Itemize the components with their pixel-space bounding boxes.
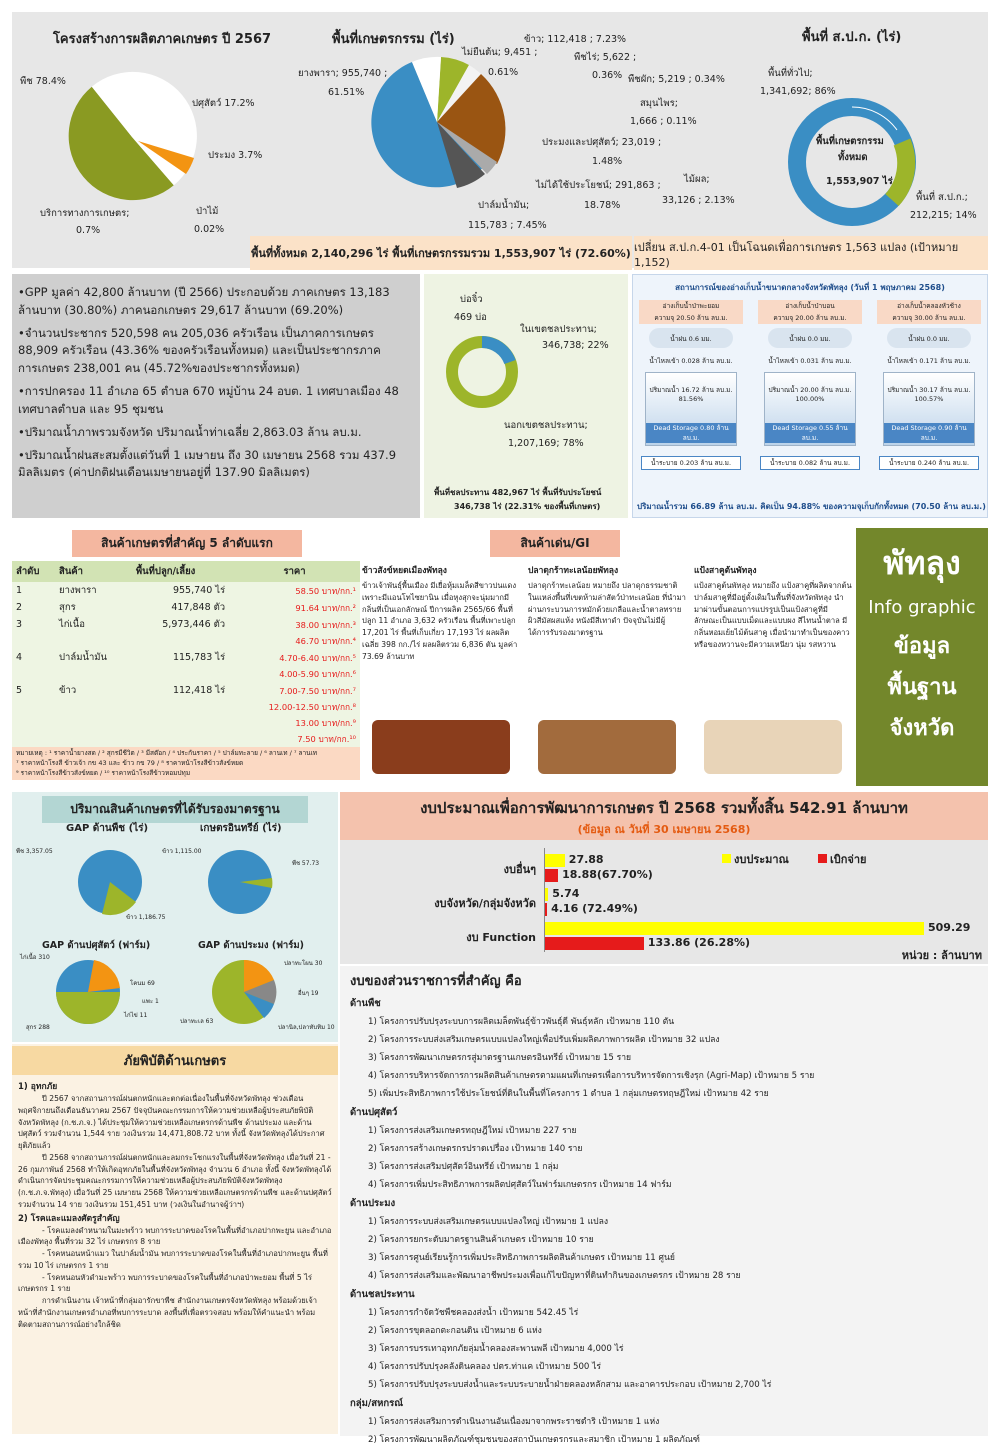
label-forest-pct: 0.02% [194,224,225,235]
project-item: 3) โครงการบรรเทาอุทกภัยลุ่มน้ำคลองสะพานพลี เป้าหมาย 4,000 ไร่ [368,1344,624,1354]
label-fishery: ประมง 3.7% [208,150,263,161]
table-cell [55,666,132,682]
th-area: พื้นที่ปลูก/เลี้ยง [135,566,196,577]
label-fishlive-pct: 1.48% [592,156,623,167]
table-row [12,666,360,682]
reservoir-outflow: น้ำระบาย 0.203 ล้าน ลบ.ม. [641,456,741,470]
th-product: สินค้า [59,566,83,577]
reservoir-rain: น้ำฝน 0.0 มม. [789,335,831,343]
reservoir-rain: น้ำฝน 0.0 มม. [908,335,950,343]
p1-b: ข้าว 1,186.75 [126,914,166,921]
table-cell: 7.00-7.50 บาท/กก.⁷ [279,685,356,696]
label-rubber: ยางพารา; 955,740 ; [298,68,388,79]
reservoir-panel [632,274,988,518]
table-cell: ปาล์มน้ำมัน [59,652,108,663]
p4-c: อื่นๆ 19 [298,990,319,997]
budget-bar-spent [544,937,644,950]
top5-table [12,561,360,747]
top5-panel [12,530,360,786]
gi-item [528,565,686,774]
budget-value: 133.86 (26.28%) [647,936,751,949]
project-item: 2) โครงการพัฒนาผลิตภัณฑ์ชุมชนของสถาบันเกษตรกรและสมาชิก เป้าหมาย 1 ผลิตภัณฑ์ [368,1435,700,1445]
reservoir-dead: Dead Storage 0.80 ล้าน ลบ.ม. [646,423,736,443]
reservoir-list [633,300,987,496]
project-item: 2) โครงการสร้างเกษตรกรปราดเปรื่อง เป้าหมาย 140 ราย [368,1144,583,1154]
table-cell [12,699,55,715]
gi-item [362,565,520,774]
table-cell [55,699,132,715]
project-item: 4) โครงการปรับปรุงคลังดินคลอง ปตร.ท่าแค เป้าหมาย 500 ไร่ [368,1362,602,1372]
project-item: 2) โครงการระบบส่งเสริมเกษตรแบบแปลงใหญ่เพื่อปรับเพิ่มผลิตภาพการผลิต เป้าหมาย 32 แปลง [368,1035,720,1045]
irr-well: บ่อจิ๋ว [460,294,483,305]
project-item: 1) โครงการกำจัดวัชพืชคลองส่งน้ำ เป้าหมาย 542.45 ไร่ [368,1308,579,1318]
th-rank: ลำดับ [16,566,40,577]
disaster-p5: - โรคหนอนหัวดำมะพร้าว พบการระบาดของโรคในพื้นที่อำเภอป่าพะยอม พื้นที่ 5 ไร่ เกษตรกร 1 ราย [18,1272,312,1294]
p3-b: โคนม 69 [130,980,155,987]
standard-title: ปริมาณสินค้าเกษตรที่ได้รับรองมาตรฐาน [42,796,308,823]
project-item: 2) โครงการยกระดับมาตรฐานสินค้าเกษตร เป้าหมาย 10 ราย [368,1235,594,1245]
table-cell: 4.70-6.40 บาท/กก.⁵ [279,652,356,663]
reservoir-name: อ่างเก็บน้ำป่าพะยอม [639,300,743,312]
gi-name: ข้าวสังข์หยดเมืองพัทลุง [362,566,447,576]
p2-b: พืช 57.73 [292,860,320,867]
projects-panel [340,966,988,1445]
reservoir-inflow: น้ำไหลเข้า 0.031 ล้าน ลบ.ม. [768,357,852,365]
th-price: ราคา [283,566,306,577]
table-cell: 4.00-5.90 บาท/กก.⁶ [279,669,356,679]
spk-green [892,142,906,200]
table-cell: สุกร [59,602,76,613]
spk-center-2: ทั้งหมด [838,152,868,163]
top5-note-2: ⁷ ราคาหน้าโรงสี ข้าวเจ้า กข 43 และ ข้าว กข 79 / ⁸ ราคาหน้าโรงสีข้าวสังข์หยด [16,758,244,767]
budget-bar-budget [544,854,565,867]
irr-well-val: 469 บ่อ [454,312,487,323]
project-item: 4) โครงการส่งเสริมและพัฒนาอาชีพประมงเพื่อแก้ไขปัญหาที่ดินทำกินของเกษตรกร เป้าหมาย 28 ราย [368,1271,741,1281]
table-cell: 3 [16,619,23,630]
disaster-panel [12,1044,338,1434]
budget-value: 4.16 (72.49%) [551,902,638,915]
reservoir-card [877,300,981,496]
table-cell: 5,973,446 ตัว [162,619,226,630]
table-cell [132,715,229,731]
disaster-p4: - โรคหนอนหน้าแมว ในปาล์มน้ำมัน พบการระบาดของโรคในพื้นที่อำเภอปากพะยูน พื้นที่รวม 10 ไร่ เกษตรกร 1 ราย [18,1249,328,1270]
standard-panel [12,792,338,1042]
budget-value: 509.29 [928,921,971,934]
project-group-title: ด้านประมง [350,1198,396,1209]
gi-list [362,565,852,774]
gi-text: ข้าวเจ้าพันธุ์พื้นเมือง มีเยื่อหุ้มเมล็ดสีขาวปนแดง เพราะมีแอนโทไซยานิน เมื่อหุงสุกจะนุ่มมากมีกลิ่นที่เป็นเอกลักษณ์ ปีการผลิต 2565/66 พื้นที่ปลูก 11 อำเภอ 3,632 ครัวเรือน พื้นที่เพาะปลูก 17,201 ไร่ พื้นที่เก็บเกี่ยว 17,193 ไร่ ผลผลิตเฉลี่ย 398 กก./ไร่ ผลผลิตรวม 6,836 ตัน มูลค่า 73.69 ล้านบาท [362,581,518,661]
table-cell [55,715,132,731]
project-item: 3) โครงการส่งเสริมปศุสัตว์อินทรีย์ เป้าหมาย 1 กลุ่ม [368,1162,559,1172]
budget-unit: หน่วย : ล้านบาท [901,949,982,962]
spk-panel [742,12,988,232]
budget-category: งบจังหวัด/กลุ่มจังหวัด [434,897,536,910]
table-cell [12,666,55,682]
budget-bars [340,848,988,952]
spk-general-val: 1,341,692; 86% [760,86,836,97]
top5-body [12,582,360,747]
spk-center-3: 1,553,907 ไร่ [826,176,893,187]
table-cell: 13.00 บาท/กก.⁹ [295,718,356,728]
budget-bar-spent [544,869,558,882]
label-perennial: ไม่ยืนต้น; 9,451 ; [462,47,538,58]
brand-l4: พื้นฐาน [887,675,957,700]
table-cell: 46.70 บาท/กก.⁴ [295,636,356,646]
table-cell: 955,740 ไร่ [172,585,226,596]
p3-c: สุกร 288 [26,1024,50,1031]
reservoir-tank [645,372,737,446]
budget-value: 18.88(67.70%) [562,868,653,881]
label-forest: ป่าไม้ [196,206,219,217]
disaster-p1: ปี 2567 จากสถานการณ์ฝนตกหนักและตกต่อเนื่องในพื้นที่จังหวัดพัทลุง ช่วงเดือนพฤศจิกายนถึงเดือนธันวาคม 2567 ปัจจุบันคณะกรรมการให้ความช่วยเหลือผู้ประสบภัยพิบัติจังหวัดพัทลุง (ก.ช.ภ.จ.) ได้ประชุมให้ความช่วยเหลือเกษตรกรด้านพืช ด้านประมง และด้านปศุสัตว์ รวมจำนวน 1,544 ราย วงเงินรวม 14,471,808.72 บาท ทั้งนี้ จังหวัดพัทลุงได้ประกาศยุติภัยแล้ว [18,1094,325,1151]
spk-center-1: พื้นที่เกษตรกรรม [816,136,884,147]
reservoir-capacity: ความจุ 20.50 ล้าน ลบ.ม. [639,312,743,324]
table-row [12,599,360,616]
irr-out-val: 1,207,169; 78% [508,438,584,449]
table-cell: 4 [16,652,23,663]
reservoir-name: อ่างเก็บน้ำป่าบอน [758,300,862,312]
legend-a-label: งบประมาณ [734,853,789,866]
reservoir-tank [764,372,856,446]
budget-axis [544,848,545,952]
reservoir-volume: ปริมาณน้ำ 30.17 ล้าน ลบ.ม. [887,386,971,394]
table-row [12,731,360,747]
total-area-band: พื้นที่ทั้งหมด 2,140,296 ไร่ พื้นที่เกษตรกรรมรวม 1,553,907 ไร่ (72.60%) [250,236,632,270]
projects-title: งบของส่วนราชการที่สำคัญ คือ [350,974,522,989]
gi-name: แป้งสาคูต้นพัทลุง [694,566,757,576]
reservoir-volume: ปริมาณน้ำ 20.00 ล้าน ลบ.ม. [768,386,852,394]
label-crops: พืช 78.4% [20,76,66,87]
table-cell: ข้าว [59,685,77,696]
label-palm-val: 115,783 ; 7.45% [468,220,547,231]
project-item: 5) เพิ่มประสิทธิภาพการใช้ประโยชน์ที่ดินในพื้นที่โครงการ 1 ตำบล 1 กลุ่มเกษตรทฤษฎีใหม่ เป้าหมาย 42 ราย [368,1089,769,1099]
gi-text: แป้งสาคูต้นพัทลุง หมายถึง แป้งสาคูที่ผลิตจากต้นปาล์มสาคูที่มีอยู่ดั้งเดิมในพื้นที่จังหวัดพัทลุง นำมาผ่านขั้นตอนการแปรรูปเป็นแป้งสาคูที่มีลักษณะเป็นแบบเม็ดและแบบผง สีไทนน้ำตาล มีกลิ่นหอมเย้ยไม้ต้นสาคู เมื่อนำมาทำเป็นของคาวหรือของหวานจะมีความเหนียว นุ่ม รสหวาน [694,581,852,649]
table-cell: 7.50 บาท/กก.¹⁰ [297,734,356,744]
irrigation-panel [424,274,628,518]
disaster-p2: ปี 2568 จากสถานการณ์ฝนตกหนักและลมกระโชกแรงในพื้นที่จังหวัดพัทลุง เมื่อวันที่ 21 - 26 กุมภาพันธ์ 2568 ทำให้เกิดอุทกภัยในพื้นที่จังหวัดพัทลุง จำนวน 6 อำเภอ ทั้งนี้ จังหวัดพัทลุงได้ดำเนินการจัดประชุมคณะกรรมการให้ความช่วยเหลือผู้ประสบภัยพิบัติจังหวัดพัทลุง (ก.ช.ภ.จ.พัทลุง) เมื่อวันที่ 25 เมษายน 2568 ให้ความช่วยเหลือเกษตรกรด้านพืช และด้านปศุสัตว์ รวมจำนวน 14 ราย วงเงินรวม 151,451 บาท (วงเงินในอำนาจผู้ว่าฯ) [18,1152,332,1209]
gi-name: ปลาดุกร้าทะเลน้อยพัทลุง [528,566,619,576]
label-herb-val: 1,666 ; 0.11% [630,116,697,127]
project-item: 1) โครงการส่งเสริมการดำเนินงานอันเนื่องมาจากพระราชดำริ เป้าหมาย 1 แห่ง [368,1417,660,1427]
brand-l5: จังหวัด [889,716,955,741]
project-item: 1) โครงการส่งเสริมเกษตรทฤษฎีใหม่ เป้าหมาย 227 ราย [368,1126,577,1136]
structure-panel [12,12,312,242]
label-livestock: ปศุสัตว์ 17.2% [192,98,255,109]
brand-info: Info graphic [868,597,976,618]
farmland-title: พื้นที่เกษตรกรรม (ไร่) [332,32,455,47]
fact-water: •ปริมาณน้ำภาพรวมจังหวัด ปริมาณน้ำท่าเฉลี่ย 2,863.03 ล้าน ลบ.ม. [18,424,362,439]
label-unused-pct: 18.78% [584,200,621,211]
p1-a: พืช 3,357.05 [16,848,53,855]
reservoir-outflow: น้ำระบาย 0.082 ล้าน ลบ.ม. [760,456,860,470]
reservoir-percent: 100.00% [795,395,825,403]
table-cell: 38.00 บาท/กก.³ [295,619,356,630]
projects-list [350,996,978,1446]
disaster-title: ภัยพิบัติด้านเกษตร [12,1046,338,1075]
p3-d: ไก่ไข่ 11 [124,1012,148,1019]
brand-l3: ข้อมูล [893,634,951,659]
label-fruit: ไม้ผล; [684,174,710,185]
budget-panel [340,792,988,964]
table-cell: 12.00-12.50 บาท/กก.⁸ [268,702,356,712]
project-group-title: ด้านพืช [350,998,381,1009]
label-service: บริการทางการเกษตร; [40,208,130,219]
table-cell: ยางพารา [59,585,97,596]
p2-title: เกษตรอินทรีย์ (ไร่) [200,823,282,834]
top5-title: สินค้าเกษตรที่สำคัญ 5 ลำดับแรก [72,530,302,557]
brand-panel [856,528,988,786]
p3-title: GAP ด้านปศุสัตว์ (ฟาร์ม) [42,940,151,951]
project-item: 1) โครงการระบบส่งเสริมเกษตรแบบแปลงใหญ่ เป้าหมาย 1 แปลง [368,1217,609,1227]
reservoir-volume: ปริมาณน้ำ 16.72 ล้าน ลบ.ม. [649,386,733,394]
table-row [12,682,360,699]
p4-title: GAP ด้านประมง (ฟาร์ม) [198,940,304,951]
label-herb: สมุนไพร; [640,98,678,109]
label-vegetable: พืชผัก; 5,219 ; 0.34% [628,74,725,85]
project-group-title: กลุ่ม/สหกรณ์ [350,1398,404,1409]
p2-a: ข้าว 1,115.00 [162,848,202,855]
reservoir-outflow: น้ำระบาย 0.240 ล้าน ลบ.ม. [879,456,979,470]
farmland-panel [292,12,762,232]
table-row [12,616,360,633]
reservoir-capacity: ความจุ 20.00 ล้าน ลบ.ม. [758,312,862,324]
table-row [12,582,360,599]
table-row [12,699,360,715]
disaster-p3: - โรคแมลงดำหนามในมะพร้าว พบการระบาดของโรคในพื้นที่อำเภอปากพะยูน และอำเภอเมืองพัทลุง พื้นที่รวม 32 ไร่ เกษตรกร 8 ราย [18,1225,332,1247]
reservoir-rain: น้ำฝน 0.6 มม. [670,335,712,343]
irr-out: นอกเขตชลประทาน; [504,420,588,431]
budget-subtitle: (ข้อมูล ณ วันที่ 30 เมษายน 2568) [577,823,751,836]
table-cell [132,633,229,649]
irr-in-val: 346,738; 22% [542,340,609,351]
label-service-pct: 0.7% [76,225,101,236]
table-cell: 58.50 บาท/กก.¹ [295,585,356,596]
table-cell [132,699,229,715]
reservoir-summary: ปริมาณน้ำรวม 66.89 ล้าน ลบ.ม. คิดเป็น 94.88% ของความจุเก็บกักทั้งหมด (70.50 ล้าน ลบ.ม.) [637,502,986,511]
gi-panel [362,530,852,786]
budget-value: 5.74 [552,887,580,900]
table-cell: 2 [16,602,23,613]
label-fishlive: ประมงและปศุสัตว์; 23,019 ; [542,137,662,148]
irr-in: ในเขตชลประทาน; [520,324,597,335]
spk-change-band: เปลี่ยน ส.ป.ก.4-01 เป็นโฉนดเพื่อการเกษตร 1,563 แปลง (เป้าหมาย 1,152) [634,236,988,270]
p4-b: ปลาทะโผน 30 [284,960,323,967]
label-palm: ปาล์มน้ำมัน; [478,200,530,211]
project-item: 3) โครงการพัฒนาเกษตรกรสู่มาตรฐานเกษตรอินทรีย์ เป้าหมาย 15 ราย [368,1053,632,1063]
spk-area: พื้นที่ ส.ป.ก.; [916,192,968,203]
budget-title: งบประมาณเพื่อการพัฒนาการเกษตร ปี 2568 รวมทั้งสิ้น 542.91 ล้านบาท [420,799,908,817]
gi-image [704,720,842,774]
budget-value: 27.88 [568,853,604,866]
project-item: 4) โครงการบริหารจัดการการผลิตสินค้าเกษตรตามแผนที่เกษตรเพื่อการบริหารจัดการเชิงรุก (Agri-Map) เป้าหมาย 5 ราย [368,1071,815,1081]
gi-item [694,565,852,774]
label-rubber-pct: 61.51% [328,87,365,98]
fact-rain: •ปริมาณน้ำฝนสะสมตั้งแต่วันที่ 1 เมษายน ถึง 30 เมษายน 2568 รวม 437.9 มิลลิเมตร (ค่าปกติฝนเดือนเมษายนอยู่ที่ 137.90 มิลลิเมตร) [18,447,397,480]
gi-image [372,720,510,774]
gi-text: ปลาดุกร้าทะเลน้อย หมายถึง ปลาดุกธรรมชาติ ในแหล่งพื้นที่เขตห้ามล่าสัตว์ป่าทะเลน้อย ที่นำมาผ่านกระบวนการหมักด้วยเกลือและน้ำตาลทราย ผิวสีมัสผสแห้ง หนังมีสีเทาดำ ปัจจุบันไม่มีผู้ได้การรับรองมาตรฐาน [528,581,686,638]
gi-image [538,720,676,774]
project-item: 3) โครงการศูนย์เรียนรู้การเพิ่มประสิทธิภาพการผลิตสินค้าเกษตร เป้าหมาย 11 ศูนย์ [368,1253,675,1263]
structure-title: โครงสร้างการผลิตภาคเกษตร ปี 2567 [52,32,272,47]
table-cell: ไก่เนื้อ [59,619,85,630]
reservoir-card [758,300,862,496]
table-cell [12,731,55,747]
spk-general: พื้นที่ทั่วไป; [768,68,813,79]
brand-name: พัทลุง [883,544,961,582]
fact-admin: •การปกครอง 11 อำเภอ 65 ตำบล 670 หมู่บ้าน 24 อบต. 1 เทศบาลเมือง 48 เทศบาลตำบล และ 95 ชุมชน [18,384,399,416]
budget-category: งบอื่นๆ [503,863,536,876]
reservoir-inflow: น้ำไหลเข้า 0.171 ล้าน ลบ.ม. [887,357,971,365]
slice-livestock-fill [124,74,195,137]
table-cell: 5 [16,685,23,696]
top5-note-3: ⁹ ราคาหน้าโรงสีข้าวสังข์หยด / ¹⁰ ราคาหน้าโรงสีข้าวหอมปทุม [16,768,191,777]
project-item: 5) โครงการปรับปรุงระบบส่งน้ำและระบบระบายน้ำฝ่ายคลองหลักสาม และอาคารประกอบ เป้าหมาย 2,700 ไร่ [368,1380,772,1390]
disaster-h2: 2) โรคและแมลงศัตรูสำคัญ [18,1213,120,1224]
spk-area-val: 212,215; 14% [910,210,977,221]
label-fieldcrop-pct: 0.36% [592,70,623,81]
label-perennial-pct: 0.61% [488,67,519,78]
irr-note-2: 346,738 ไร่ (22.31% ของพื้นที่เกษตร) [454,502,601,511]
reservoir-dead: Dead Storage 0.55 ล้าน ลบ.ม. [765,423,855,443]
facts-list [18,284,414,482]
table-row [12,633,360,649]
fact-population: •จำนวนประชากร 520,598 คน 205,036 ครัวเรือน เป็นภาคการเกษตร 88,909 ครัวเรือน (43.36% ของครัวเรือนทั้งหมด) และเป็นประชากรภาคการเกษตร 238,001 คน (45.72%ของประชากรทั้งหมด) [18,325,381,376]
disaster-p6: การดำเนินงาน เจ้าหน้าที่กลุ่มอารักขาพืช สำนักงานเกษตรจังหวัดพัทลุง พร้อมด้วยเจ้าหน้าที่สำนักงานเกษตรอำเภอที่พบการระบาด ลงพื้นที่เพื่อตรวจสอบ พร้อมให้คำแนะนำ พร้อมติดตามสถานการณ์อย่างใกล้ชิด [18,1296,318,1329]
table-cell: 1 [16,585,23,596]
table-cell [12,633,55,649]
table-cell [12,715,55,731]
standard-pies [12,812,338,1042]
irr-note-1: พื้นที่ชลประทาน 482,967 ไร่ พื้นที่รับประโยชน์ [434,488,602,497]
reservoir-percent: 81.56% [678,395,704,403]
table-cell: 115,783 ไร่ [172,652,226,663]
legend-b-label: เบิกจ่าย [830,853,867,866]
label-fieldcrop: พืชไร่; 5,622 ; [574,52,637,63]
table-row [12,649,360,666]
table-row [12,715,360,731]
label-rice: ข้าว; 112,418 ; 7.23% [524,34,627,45]
top5-note-1: หมายเหตุ : ¹ ราคาน้ำยางสด / ² สุกรมีชีวิต / ³ มีสต๊อก / ⁴ ประกันราคา / ⁵ ปาล์มทะลาย / ⁶ ลานเท / ⁷ ลานเท [16,749,318,757]
table-cell: 91.64 บาท/กก.² [295,602,356,613]
p3-e: แพะ 1 [142,998,159,1005]
p4-d: ปลานิล,ปลาทับทิม 10 [278,1024,335,1031]
project-group-title: ด้านปศุสัตว์ [350,1107,398,1118]
facts-panel [12,274,420,518]
fact-gpp: •GPP มูลค่า 42,800 ล้านบาท (ปี 2566) ประกอบด้วย ภาคเกษตร 13,183 ล้านบาท (30.80%) ภาคนอกเกษตร 29,617 ล้านบาท (69.20%) [18,285,390,317]
project-item: 4) โครงการเพิ่มประสิทธิภาพการผลิตปศุสัตว์ในฟาร์มเกษตรกร เป้าหมาย 14 ฟาร์ม [368,1180,672,1190]
disaster-h1: 1) อุทกภัย [18,1082,58,1092]
reservoir-inflow: น้ำไหลเข้า 0.028 ล้าน ลบ.ม. [649,357,733,365]
reservoir-name: อ่างเก็บน้ำคลองหัวช้าง [877,300,981,312]
budget-bar-budget [544,922,924,935]
top5-note [12,747,360,780]
budget-header [340,792,988,840]
p1-title: GAP ด้านพืช (ไร่) [66,823,149,834]
reservoir-percent: 100.57% [914,395,944,403]
table-cell [132,731,229,747]
reservoir-capacity: ความจุ 30.00 ล้าน ลบ.ม. [877,312,981,324]
p4-a: ปลาทะเล 63 [180,1018,214,1025]
project-item: 2) โครงการขุดลอกตะกอนดิน เป้าหมาย 6 แห่ง [368,1326,542,1336]
spk-title: พื้นที่ ส.ป.ก. (ไร่) [802,30,902,45]
table-cell [132,666,229,682]
label-fruit-val: 33,126 ; 2.13% [662,195,735,206]
table-cell [55,633,132,649]
table-cell: 417,848 ตัว [171,602,226,613]
reservoir-card [639,300,743,496]
reservoir-title: สถานการณ์ของอ่างเก็บน้ำขนาดกลางจังหวัดพัทลุง (วันที่ 1 พฤษภาคม 2568) [675,283,945,292]
gi-title: สินค้าเด่น/GI [490,530,620,557]
reservoir-dead: Dead Storage 0.90 ล้าน ลบ.ม. [884,423,974,443]
table-cell [55,731,132,747]
project-group-title: ด้านชลประทาน [350,1289,415,1300]
table-cell: 112,418 ไร่ [172,685,226,696]
p3-a: ไก่เนื้อ 310 [20,954,50,961]
label-unused: ไม่ได้ใช้ประโยชน์; 291,863 ; [536,180,661,191]
project-item: 1) โครงการปรับปรุงระบบการผลิตเมล็ดพันธุ์ข้าวพันธุ์ดี พันธุ์หลัก เป้าหมาย 110 ตัน [368,1017,675,1027]
budget-category: งบ Function [466,931,536,944]
reservoir-tank [883,372,975,446]
